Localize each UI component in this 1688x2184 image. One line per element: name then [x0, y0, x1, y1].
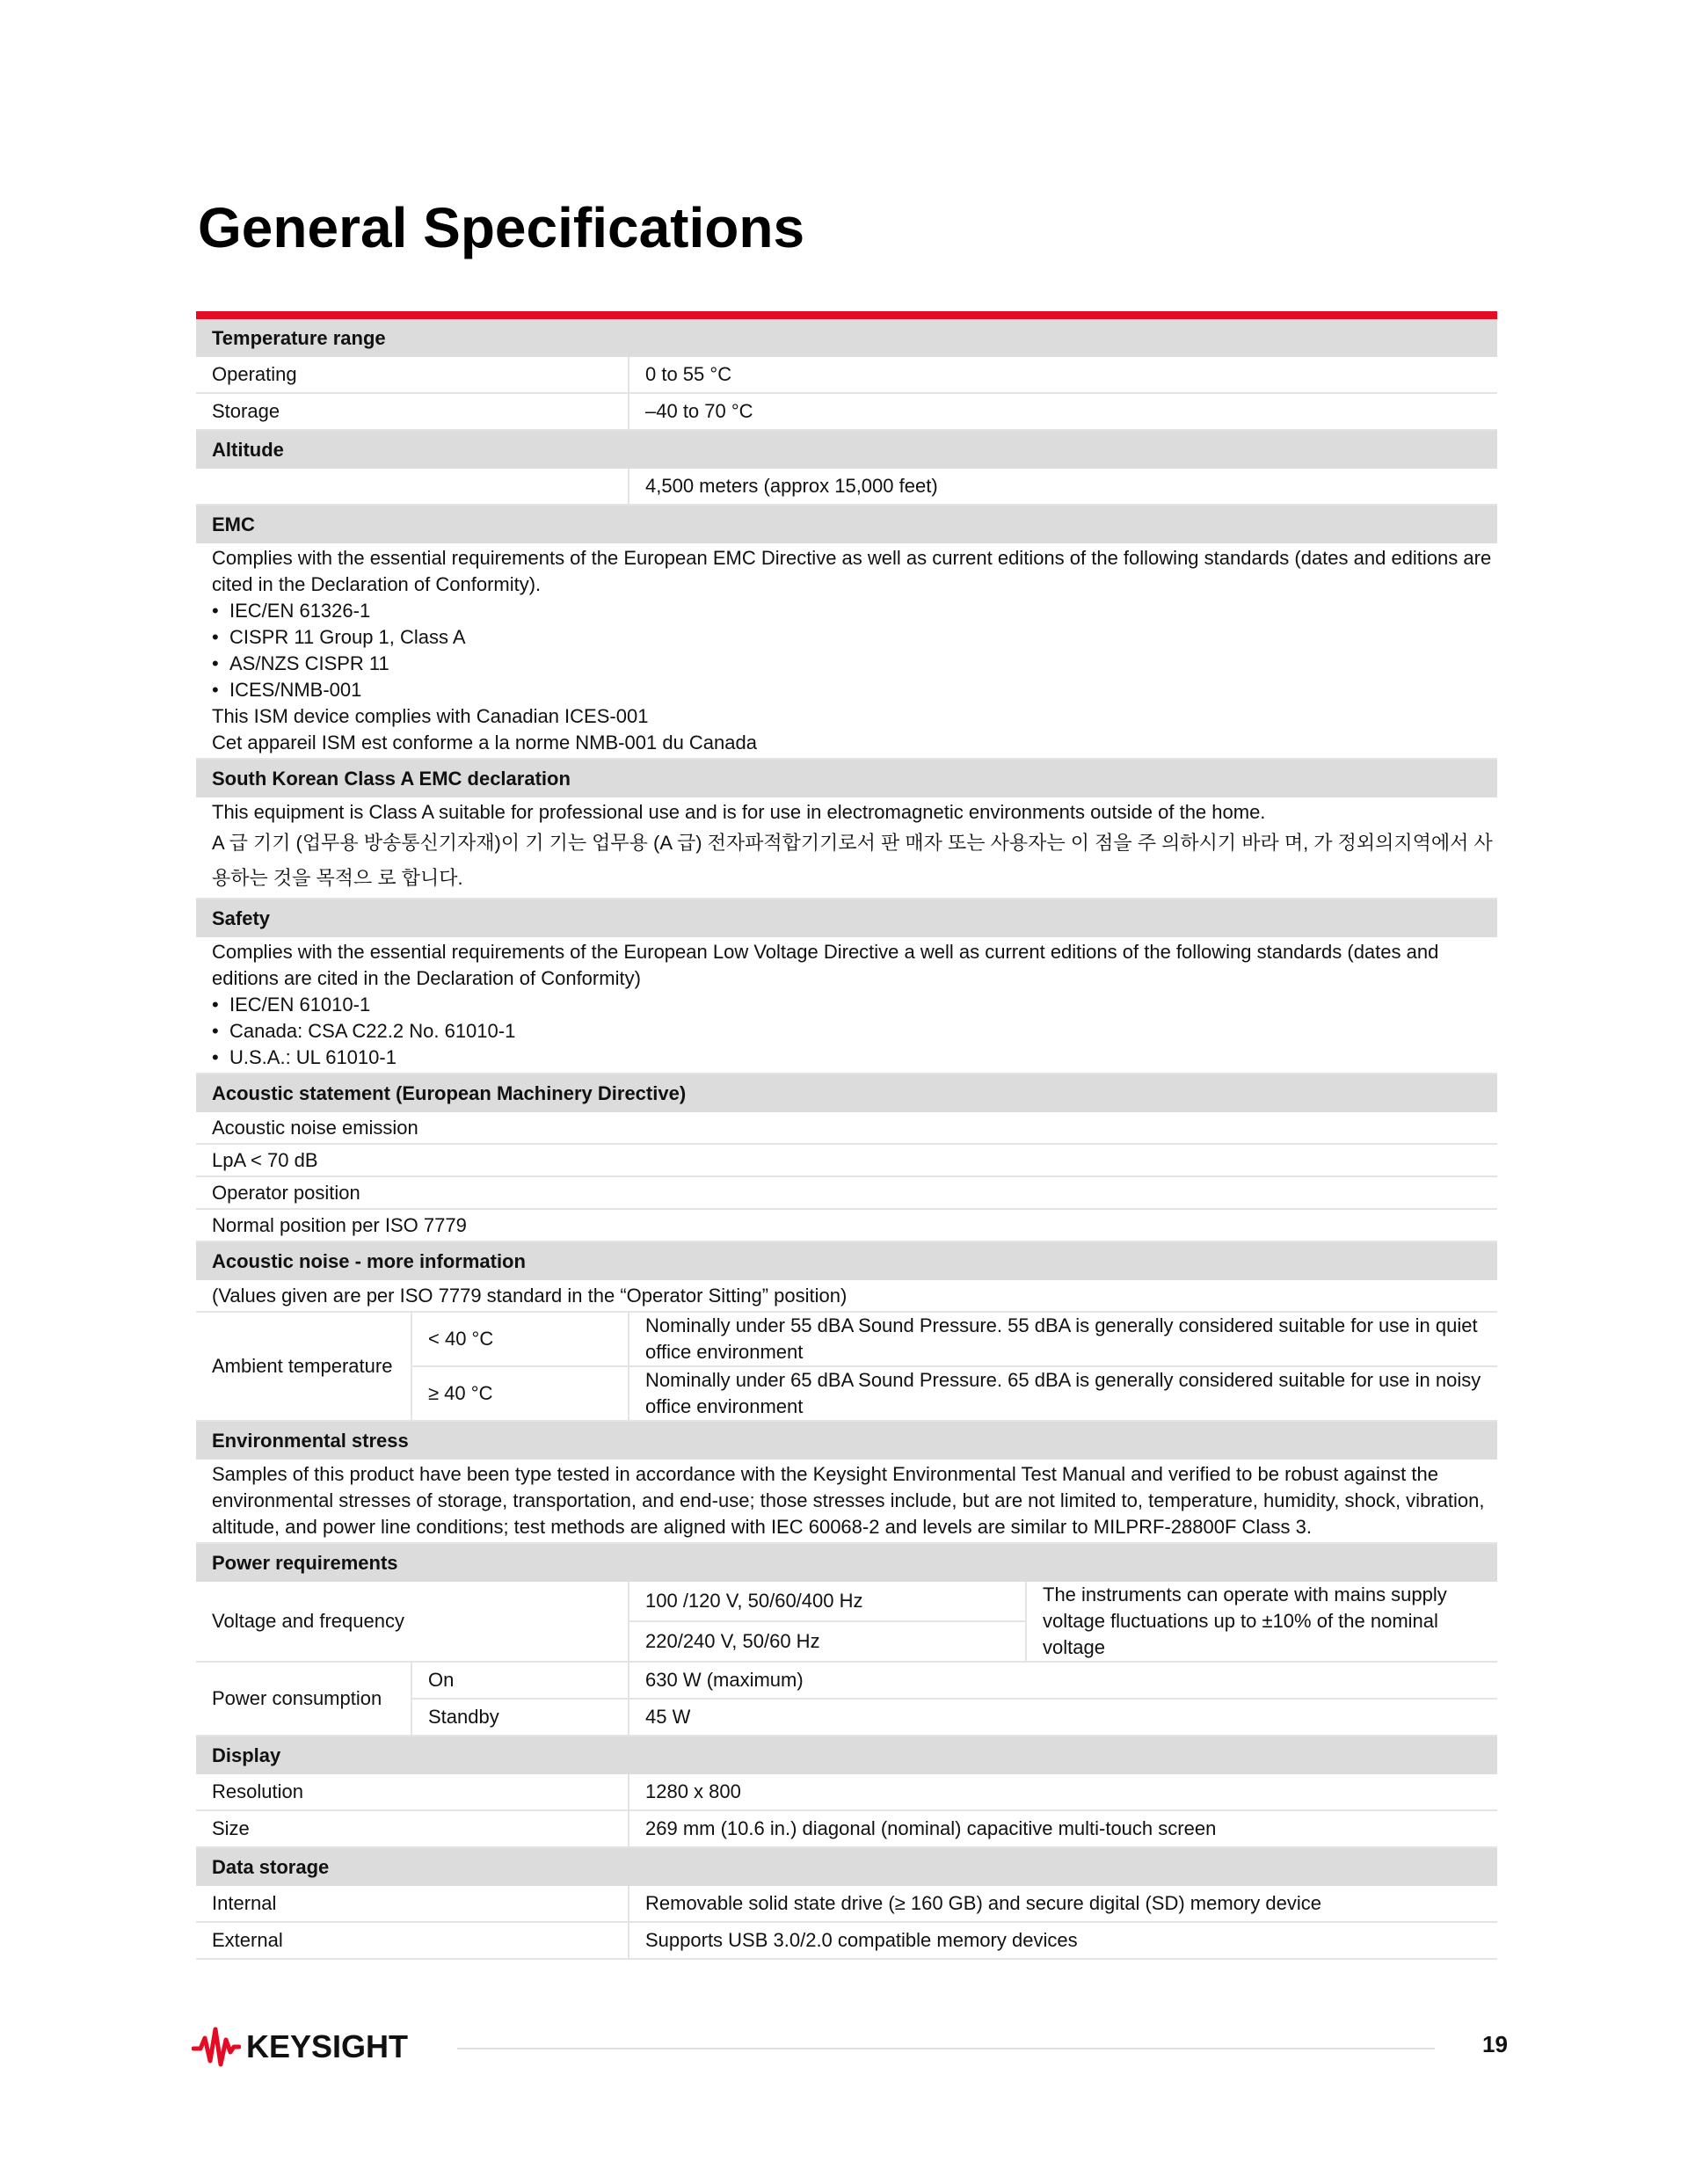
list-item: • AS/NZS CISPR 11 [212, 651, 1497, 677]
acoustic-note: (Values given are per ISO 7779 standard in the “Operator Sitting” position) [196, 1280, 1497, 1312]
keysight-wave-icon [192, 2022, 241, 2071]
table-row: LpA < 70 dB [196, 1144, 1497, 1176]
section-display: Display [196, 1736, 1497, 1774]
external-label: External [196, 1922, 629, 1959]
resolution-label: Resolution [196, 1774, 629, 1810]
section-acoustic: Acoustic statement (European Machinery Directive) [196, 1074, 1497, 1112]
env-stress-line2: altitude, and power line conditions; test methods are aligned with IEC 60068-2 and levels are similar to MILPRF-28800F Class 3. [212, 1516, 1312, 1538]
section-power: Power requirements [196, 1543, 1497, 1582]
table-row: Operator position [196, 1176, 1497, 1209]
size-value: 269 mm (10.6 in.) diagonal (nominal) capacitive multi-touch screen [629, 1810, 1497, 1847]
internal-value: Removable solid state drive (≥ 160 GB) and secure digital (SD) memory device [629, 1886, 1497, 1922]
section-safety: Safety [196, 899, 1497, 937]
power-standby-label: Standby [411, 1699, 629, 1736]
voltage-frequency-1: 100 /120 V, 50/60/400 Hz [629, 1582, 1026, 1621]
voltage-frequency-label: Voltage and frequency [196, 1582, 629, 1662]
list-item: • CISPR 11 Group 1, Class A [212, 624, 1497, 651]
safety-standards-list [212, 992, 1497, 1071]
operating-label: Operating [196, 357, 629, 393]
page-number: 19 [1482, 2031, 1508, 2057]
altitude-blank [196, 469, 629, 505]
internal-label: Internal [196, 1886, 629, 1922]
operating-value: 0 to 55 °C [629, 357, 1497, 393]
section-env-stress: Environmental stress [196, 1421, 1497, 1460]
safety-intro: Complies with the essential requirements of the European Low Voltage Directive a well as current editions of the following standards (dates and editions are cited in the Declaration of Conformity) [212, 941, 1439, 989]
resolution-value: 1280 x 800 [629, 1774, 1497, 1810]
korea-line-en: This equipment is Class A suitable for professional use and is for use in electromagnetic environments outside of the home. [212, 801, 1266, 823]
external-value: Supports USB 3.0/2.0 compatible memory devices [629, 1922, 1497, 1959]
section-temperature: Temperature range [196, 319, 1497, 357]
storage-temp-label: Storage [196, 393, 629, 430]
keysight-logo [192, 2022, 408, 2071]
env-stress-line1: Samples of this product have been type tested in accordance with the Keysight Environmental Test Manual and verified to be robust against the environmental stresses of storage, transportation, and end-use; those stresses include, but are not limited to, temperature, humidity, shock, vibration, [212, 1463, 1485, 1511]
brand-wordmark: KEYSIGHT [246, 2028, 409, 2064]
condition-below-40: < 40 °C [411, 1312, 629, 1366]
size-label: Size [196, 1810, 629, 1847]
section-data-storage: Data storage [196, 1847, 1497, 1886]
power-on-value: 630 W (maximum) [629, 1662, 1497, 1699]
section-korea: South Korean Class A EMC declaration [196, 759, 1497, 797]
condition-above-40: ≥ 40 °C [411, 1366, 629, 1421]
page-title: General Specifications [198, 196, 805, 259]
list-item: • ICES/NMB-001 [212, 677, 1497, 703]
voltage-frequency-2: 220/240 V, 50/60 Hz [629, 1621, 1026, 1662]
list-item: • IEC/EN 61010-1 [212, 992, 1497, 1018]
emc-intro: Complies with the essential requirements of the European EMC Directive as well as current editions of the following standards (dates and editions are cited in the Declaration of Conformity). [212, 547, 1492, 595]
power-standby-value: 45 W [629, 1699, 1497, 1736]
list-item: • IEC/EN 61326-1 [212, 598, 1497, 624]
emc-body [196, 543, 1497, 759]
noise-value-above-40: Nominally under 65 dBA Sound Pressure. 65 dBA is generally considered suitable for use in noisy office environment [629, 1366, 1497, 1421]
storage-temp-value: –40 to 70 °C [629, 393, 1497, 430]
section-emc: EMC [196, 505, 1497, 543]
emc-standards-list [212, 598, 1497, 703]
emc-note-ices: This ISM device complies with Canadian ICES-001 [212, 705, 649, 727]
footer-divider [457, 2048, 1435, 2049]
list-item: • Canada: CSA C22.2 No. 61010-1 [212, 1018, 1497, 1045]
power-consumption-label: Power consumption [196, 1662, 411, 1736]
table-row: Normal position per ISO 7779 [196, 1209, 1497, 1241]
ambient-temperature-label: Ambient temperature [196, 1312, 411, 1421]
safety-body [196, 937, 1497, 1074]
power-on-label: On [411, 1662, 629, 1699]
voltage-fluctuation-note: The instruments can operate with mains supply voltage fluctuations up to ±10% of the nominal voltage [1026, 1582, 1497, 1662]
spec-table [196, 311, 1497, 1960]
red-rule [196, 311, 1497, 319]
env-stress-body [196, 1460, 1497, 1543]
list-item: • U.S.A.: UL 61010-1 [212, 1045, 1497, 1071]
altitude-value: 4,500 meters (approx 15,000 feet) [629, 469, 1497, 505]
section-altitude: Altitude [196, 430, 1497, 469]
korea-body [196, 797, 1497, 899]
emc-note-nmb: Cet appareil ISM est conforme a la norme NMB-001 du Canada [212, 732, 757, 753]
table-row: Acoustic noise emission [196, 1112, 1497, 1144]
section-acoustic-more: Acoustic noise - more information [196, 1241, 1497, 1280]
noise-value-below-40: Nominally under 55 dBA Sound Pressure. 55 dBA is generally considered suitable for use in quiet office environment [629, 1312, 1497, 1366]
korea-line-ko: A 급 기기 (업무용 방송통신기자재)이 기 기는 업무용 (A 급) 전자파적합기기로서 판 매자 또는 사용자는 이 점을 주 의하시기 바라 며, 가 정외의지역에서 사용하는 것을 목적으 로 합니다. [212, 832, 1493, 889]
